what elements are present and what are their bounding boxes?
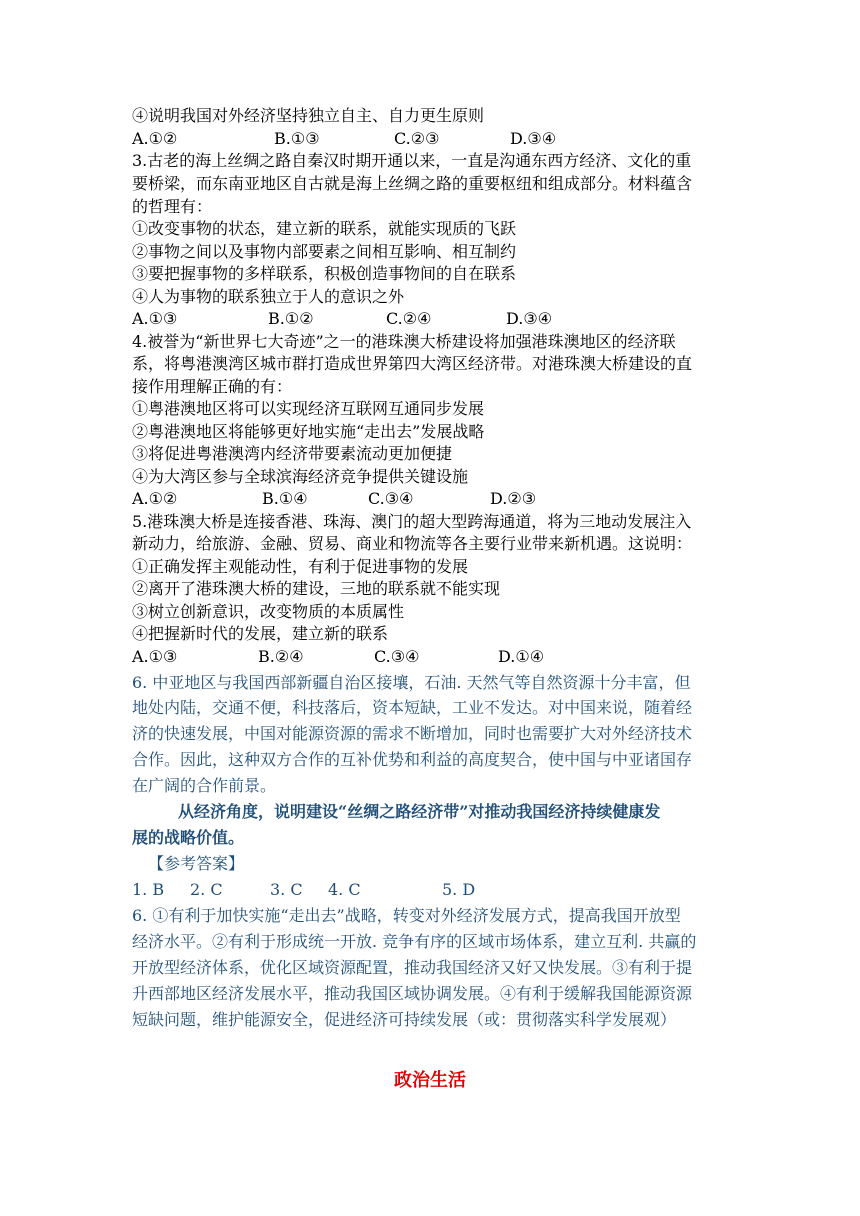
q4-option-b: B.①④ — [262, 489, 308, 508]
q5-statement-2: ②离开了港珠澳大桥的建设，三地的联系就不能实现 — [132, 579, 501, 598]
q5-option-c: C.③④ — [374, 647, 420, 666]
q4-option-d: D.②③ — [490, 489, 537, 508]
q4-stem-line-3: 接作用理解正确的有： — [132, 377, 293, 396]
q4-option-a: A.①② — [132, 489, 178, 508]
q5-statement-3: ③树立创新意识，改变物质的本质属性 — [132, 602, 405, 621]
q5-option-d: D.①④ — [498, 647, 545, 666]
q5-stem-line-1: 5.港珠澳大桥是连接香港、珠海、澳门的超大型跨海通道，将为三地动发展注入 — [132, 512, 692, 531]
q3-statement-3: ③要把握事物的多样联系，积极创造事物间的自在联系 — [132, 264, 517, 283]
section-title: 政治生活 — [394, 1070, 466, 1091]
q4-statement-1: ①粤港澳地区将可以实现经济互联网互通同步发展 — [132, 399, 485, 418]
q6-material-line-5: 在广阔的合作前景。 — [132, 776, 277, 795]
q6-material-line-4: 合作。因此，这种双方合作的互补优势和利益的高度契合，使中国与中亚诸国存 — [132, 750, 693, 769]
q3-statement-4: ④人为事物的联系独立于人的意识之外 — [132, 287, 405, 306]
q3-option-b: B.①② — [268, 309, 314, 328]
q2-option-b: B.①③ — [274, 129, 320, 148]
q5-option-b: B.②④ — [258, 647, 304, 666]
q3-statement-1: ①改变事物的状态，建立新的联系，就能实现质的飞跃 — [132, 219, 517, 238]
q3-statement-2: ②事物之间以及事物内部要素之间相互影响、相互制约 — [132, 242, 517, 261]
answer-6-line-5: 短缺问题，维护能源安全，促进经济可持续发展（或：贯彻落实科学发展观） — [132, 1010, 677, 1029]
q3-option-a: A.①③ — [132, 309, 178, 328]
answer-6-line-3: 开放型经济体系，优化区域资源配置，推动我国经济又好又快发展。③有利于提 — [132, 958, 693, 977]
q5-statement-4: ④把握新时代的发展，建立新的联系 — [132, 624, 389, 643]
q4-stem-line-2: 系，将粤港澳湾区城市群打造成世界第四大湾区经济带。对港珠澳大桥建设的直 — [132, 354, 693, 373]
answer-3: 3. C — [270, 880, 303, 899]
q6-material-line-2: 地处内陆，交通不便，科技落后，资本短缺，工业不发达。对中国来说，随着经 — [132, 698, 693, 717]
answer-6-line-1: 6. ①有利于加快实施“走出去”战略，转变对外经济发展方式，提高我国开放型 — [132, 906, 681, 925]
q3-option-c: C.②④ — [386, 309, 432, 328]
answer-6-line-4: 升西部地区经济发展水平，推动我国区域协调发展。④有利于缓解我国能源资源 — [132, 984, 693, 1003]
q2-option-a: A.①② — [132, 129, 178, 148]
q3-stem-line-1: 3.古老的海上丝绸之路自秦汉时期开通以来，一直是沟通东西方经济、文化的重 — [132, 151, 692, 170]
answer-4: 4. C — [328, 880, 361, 899]
q5-statement-1: ①正确发挥主观能动性，有利于促进事物的发展 — [132, 557, 469, 576]
q4-option-c: C.③④ — [368, 489, 414, 508]
q6-question-line-2: 展的战略价值。 — [132, 828, 245, 847]
q5-option-a: A.①③ — [132, 647, 178, 666]
answer-1: 1. B — [132, 880, 165, 899]
answer-heading: 【参考答案】 — [148, 854, 245, 873]
answer-5: 5. D — [442, 880, 476, 899]
answer-2: 2. C — [190, 880, 223, 899]
q4-statement-3: ③将促进粤港澳湾内经济带要素流动更加便捷 — [132, 444, 453, 463]
q6-material-line-1: 6. 中亚地区与我国西部新疆自治区接壤，石油. 天然气等自然资源十分丰富，但 — [132, 673, 691, 692]
answer-6-line-2: 经济水平。②有利于形成统一开放. 竞争有序的区域市场体系，建立互利. 共赢的 — [132, 932, 697, 951]
q3-stem-line-2: 要桥梁，而东南亚地区自古就是海上丝绸之路的重要枢纽和组成部分。材料蕴含 — [132, 174, 693, 193]
q4-stem-line-1: 4.被誉为“新世界七大奇迹”之一的港珠澳大桥建设将加强港珠澳地区的经济联 — [132, 332, 676, 351]
q6-material-line-3: 济的快速发展，中国对能源资源的需求不断增加，同时也需要扩大对外经济技术 — [132, 724, 693, 743]
q2-option-d: D.③④ — [510, 129, 557, 148]
q3-stem-line-3: 的哲理有： — [132, 197, 213, 216]
q6-question-line-1: 从经济角度，说明建设“丝绸之路经济带”对推动我国经济持续健康发 — [178, 802, 661, 821]
q2-option-c: C.②③ — [394, 129, 440, 148]
q5-stem-line-2: 新动力，给旅游、金融、贸易、商业和物流等各主要行业带来新机遇。这说明： — [132, 534, 693, 553]
q3-option-d: D.③④ — [506, 309, 553, 328]
q2-statement-4: ④说明我国对外经济坚持独立自主、自力更生原则 — [132, 106, 485, 125]
q4-statement-2: ②粤港澳地区将能够更好地实施“走出去”发展战略 — [132, 422, 485, 441]
q4-statement-4: ④为大湾区参与全球滨海经济竞争提供关键设施 — [132, 467, 469, 486]
